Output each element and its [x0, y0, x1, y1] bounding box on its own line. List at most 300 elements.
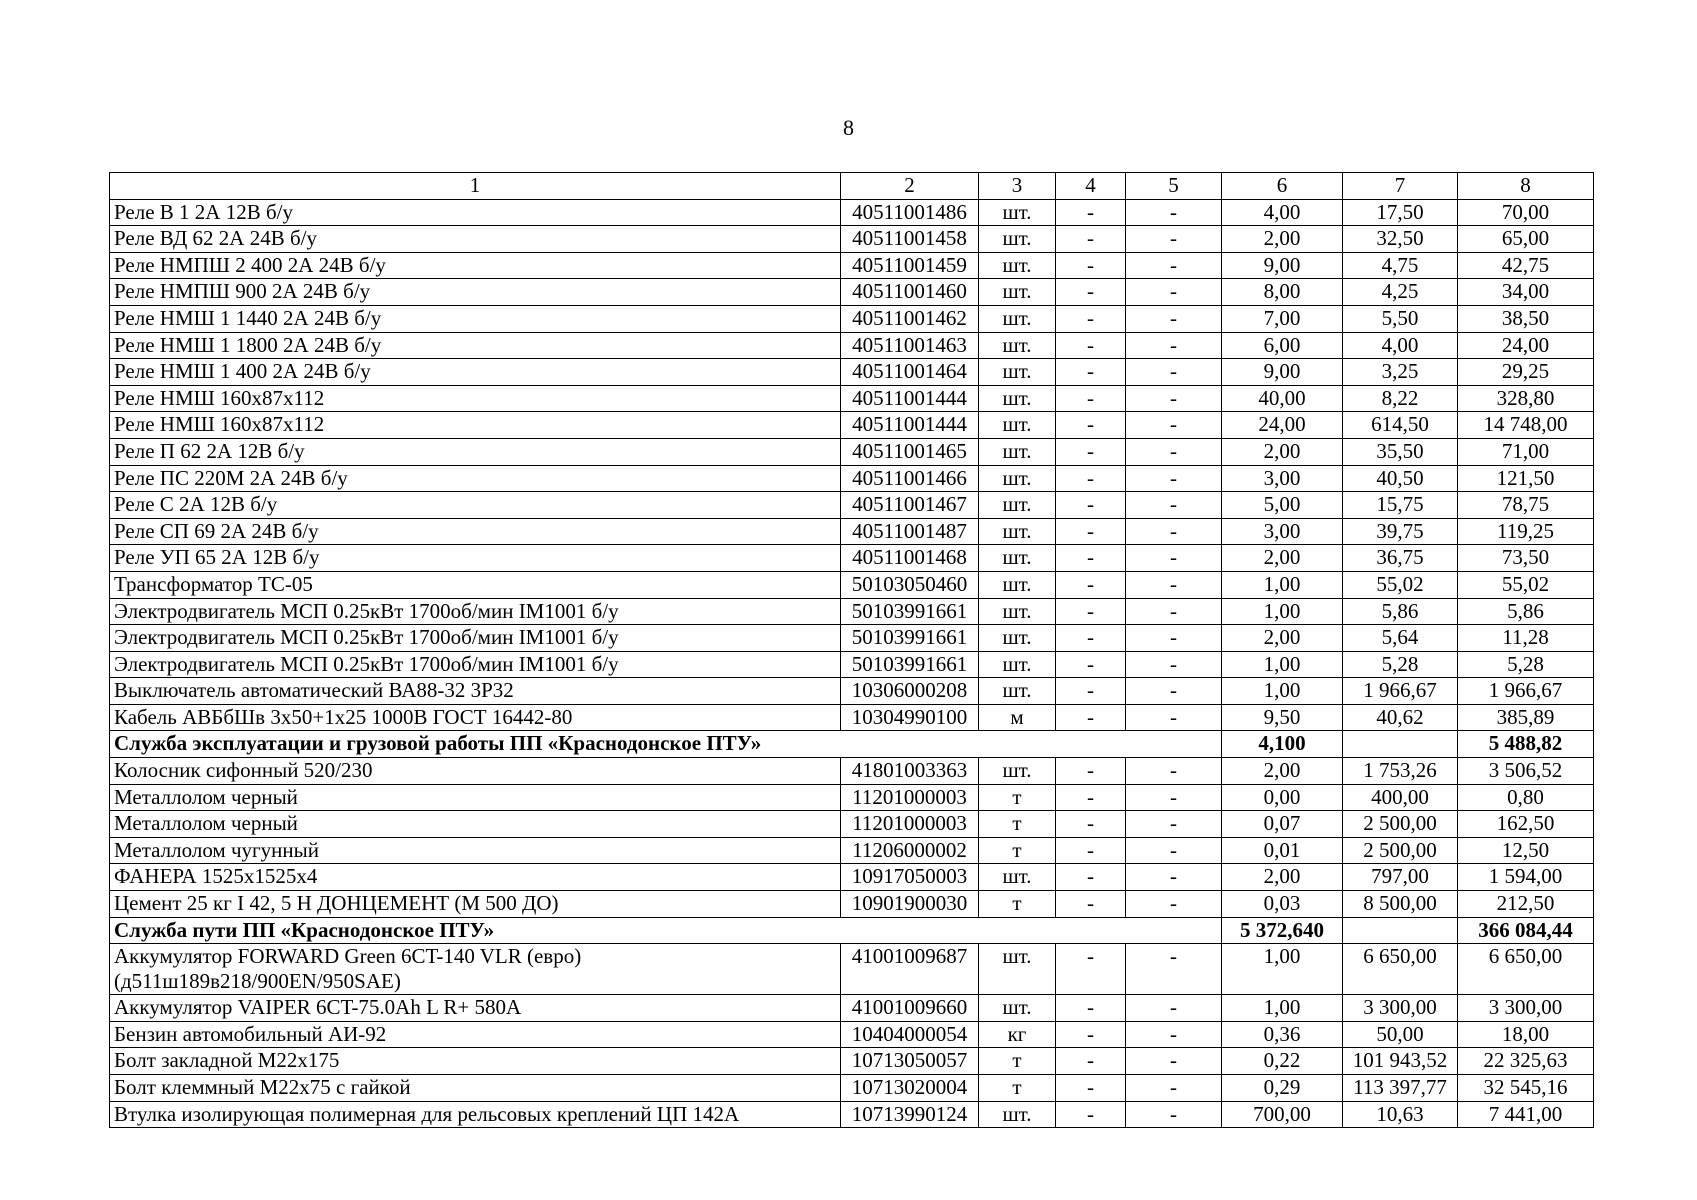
- item-price: 2 500,00: [1343, 811, 1458, 838]
- item-code: 40511001460: [841, 279, 979, 306]
- item-price: 40,50: [1343, 465, 1458, 492]
- item-unit: шт.: [979, 518, 1056, 545]
- item-code: 40511001466: [841, 465, 979, 492]
- item-code: 40511001487: [841, 518, 979, 545]
- item-price: 35,50: [1343, 438, 1458, 465]
- table-row: [110, 226, 1594, 253]
- table-row: [110, 864, 1594, 891]
- item-sum: 5,28: [1458, 651, 1594, 678]
- item-unit: шт.: [979, 412, 1056, 439]
- item-name: Реле НМШ 1 1800 2А 24В б/у: [110, 332, 841, 359]
- item-code: 40511001468: [841, 545, 979, 572]
- item-qty: 1,00: [1222, 678, 1343, 705]
- item-name: Реле НМПШ 2 400 2А 24В б/у: [110, 252, 841, 279]
- item-col5: -: [1126, 995, 1222, 1022]
- item-name: Втулка изолирующая полимерная для рельсовых креплений ЦП 142А: [110, 1101, 841, 1128]
- table-row: [110, 199, 1594, 226]
- table-row: [110, 678, 1594, 705]
- item-col4: -: [1056, 995, 1126, 1022]
- item-price: 5,50: [1343, 305, 1458, 332]
- table-row: [110, 359, 1594, 386]
- item-sum: 73,50: [1458, 545, 1594, 572]
- item-qty: 3,00: [1222, 465, 1343, 492]
- item-col5: -: [1126, 199, 1222, 226]
- item-price: 8 500,00: [1343, 891, 1458, 918]
- item-col5: -: [1126, 864, 1222, 891]
- item-sum: 32 545,16: [1458, 1075, 1594, 1102]
- item-unit: шт.: [979, 864, 1056, 891]
- item-qty: 1,00: [1222, 651, 1343, 678]
- item-price: 15,75: [1343, 492, 1458, 519]
- item-code: 40511001459: [841, 252, 979, 279]
- item-sum: 328,80: [1458, 385, 1594, 412]
- table-row: [110, 891, 1594, 918]
- item-name: Реле УП 65 2А 12В б/у: [110, 545, 841, 572]
- item-sum: 162,50: [1458, 811, 1594, 838]
- item-qty: 0,36: [1222, 1021, 1343, 1048]
- section-price: [1343, 731, 1458, 758]
- section-sum-total: 5 488,82: [1458, 731, 1594, 758]
- item-price: 39,75: [1343, 518, 1458, 545]
- item-col4: -: [1056, 252, 1126, 279]
- item-sum: 71,00: [1458, 438, 1594, 465]
- item-price: 113 397,77: [1343, 1075, 1458, 1102]
- column-header: 2: [841, 173, 979, 200]
- item-sum: 24,00: [1458, 332, 1594, 359]
- item-col5: -: [1126, 226, 1222, 253]
- item-price: 55,02: [1343, 571, 1458, 598]
- table-row: [110, 598, 1594, 625]
- item-col4: -: [1056, 1075, 1126, 1102]
- item-unit: шт.: [979, 252, 1056, 279]
- item-qty: 4,00: [1222, 199, 1343, 226]
- item-qty: 24,00: [1222, 412, 1343, 439]
- item-sum: 119,25: [1458, 518, 1594, 545]
- item-col5: -: [1126, 252, 1222, 279]
- item-sum: 3 300,00: [1458, 995, 1594, 1022]
- item-col5: -: [1126, 545, 1222, 572]
- item-qty: 9,50: [1222, 704, 1343, 731]
- item-unit: т: [979, 1075, 1056, 1102]
- table-row: [110, 385, 1594, 412]
- item-code: 50103991661: [841, 598, 979, 625]
- item-sum: 6 650,00: [1458, 944, 1594, 995]
- item-price: 2 500,00: [1343, 837, 1458, 864]
- section-price: [1343, 917, 1458, 944]
- item-code: 40511001486: [841, 199, 979, 226]
- item-unit: шт.: [979, 625, 1056, 652]
- table-row: [110, 305, 1594, 332]
- table-row: [110, 944, 1594, 995]
- item-col4: -: [1056, 438, 1126, 465]
- item-sum: 385,89: [1458, 704, 1594, 731]
- item-code: 10901900030: [841, 891, 979, 918]
- item-col5: -: [1126, 837, 1222, 864]
- item-unit: т: [979, 837, 1056, 864]
- item-col5: -: [1126, 279, 1222, 306]
- item-col5: -: [1126, 359, 1222, 386]
- section-sum-total: 366 084,44: [1458, 917, 1594, 944]
- item-col5: -: [1126, 1075, 1222, 1102]
- column-header: 5: [1126, 173, 1222, 200]
- item-col4: -: [1056, 385, 1126, 412]
- item-col4: -: [1056, 571, 1126, 598]
- item-qty: 9,00: [1222, 359, 1343, 386]
- item-unit: шт.: [979, 492, 1056, 519]
- item-name: Аккумулятор VAIPER 6CT-75.0Ah L R+ 580A: [110, 995, 841, 1022]
- column-header: 3: [979, 173, 1056, 200]
- item-qty: 2,00: [1222, 758, 1343, 785]
- item-col4: -: [1056, 545, 1126, 572]
- item-sum: 14 748,00: [1458, 412, 1594, 439]
- item-col5: -: [1126, 412, 1222, 439]
- item-sum: 0,80: [1458, 784, 1594, 811]
- column-header: 8: [1458, 173, 1594, 200]
- item-price: 3 300,00: [1343, 995, 1458, 1022]
- item-name: Реле НМШ 160х87х112: [110, 385, 841, 412]
- item-col4: -: [1056, 598, 1126, 625]
- item-code: 10404000054: [841, 1021, 979, 1048]
- item-name: Реле НМШ 1 400 2А 24В б/у: [110, 359, 841, 386]
- table-row: [110, 1021, 1594, 1048]
- item-col4: -: [1056, 811, 1126, 838]
- item-qty: 0,00: [1222, 784, 1343, 811]
- item-unit: т: [979, 784, 1056, 811]
- item-code: 41001009687: [841, 944, 979, 995]
- item-name: Металлолом черный: [110, 784, 841, 811]
- table-row: [110, 651, 1594, 678]
- item-col4: -: [1056, 837, 1126, 864]
- table-row: [110, 571, 1594, 598]
- item-code: 50103991661: [841, 651, 979, 678]
- item-col4: -: [1056, 1101, 1126, 1128]
- item-code: 40511001462: [841, 305, 979, 332]
- item-col5: -: [1126, 571, 1222, 598]
- item-sum: 3 506,52: [1458, 758, 1594, 785]
- item-col5: -: [1126, 465, 1222, 492]
- section-title: Служба пути ПП «Краснодонское ПТУ»: [110, 917, 1222, 944]
- item-price: 1 966,67: [1343, 678, 1458, 705]
- item-name: Реле СП 69 2А 24В б/у: [110, 518, 841, 545]
- item-sum: 11,28: [1458, 625, 1594, 652]
- item-col5: -: [1126, 1048, 1222, 1075]
- item-sum: 42,75: [1458, 252, 1594, 279]
- item-qty: 1,00: [1222, 598, 1343, 625]
- item-name: Электродвигатель МСП 0.25кВт 1700об/мин IM1001 б/у: [110, 625, 841, 652]
- item-name: Аккумулятор FORWARD Green 6CT-140 VLR (евро) (д511ш189в218/900EN/950SAE): [110, 944, 841, 995]
- item-qty: 2,00: [1222, 226, 1343, 253]
- item-name: ФАНЕРА 1525х1525х4: [110, 864, 841, 891]
- item-col4: -: [1056, 625, 1126, 652]
- item-col5: -: [1126, 625, 1222, 652]
- item-col5: -: [1126, 332, 1222, 359]
- item-sum: 212,50: [1458, 891, 1594, 918]
- item-unit: м: [979, 704, 1056, 731]
- item-price: 5,28: [1343, 651, 1458, 678]
- item-col5: -: [1126, 305, 1222, 332]
- item-col5: -: [1126, 651, 1222, 678]
- item-price: 40,62: [1343, 704, 1458, 731]
- table-row: [110, 995, 1594, 1022]
- item-code: 40511001467: [841, 492, 979, 519]
- item-name: Реле С 2А 12В б/у: [110, 492, 841, 519]
- item-price: 4,75: [1343, 252, 1458, 279]
- item-name: Реле НМШ 160х87х112: [110, 412, 841, 439]
- item-price: 5,64: [1343, 625, 1458, 652]
- item-price: 4,00: [1343, 332, 1458, 359]
- item-price: 10,63: [1343, 1101, 1458, 1128]
- section-title: Служба эксплуатации и грузовой работы ПП «Краснодонское ПТУ»: [110, 731, 1222, 758]
- item-price: 6 650,00: [1343, 944, 1458, 995]
- item-name: Трансформатор ТС-05: [110, 571, 841, 598]
- item-code: 41801003363: [841, 758, 979, 785]
- item-name: Реле П 62 2А 12В б/у: [110, 438, 841, 465]
- table-row: [110, 1075, 1594, 1102]
- item-name: Болт клеммный М22х75 с гайкой: [110, 1075, 841, 1102]
- item-qty: 6,00: [1222, 332, 1343, 359]
- item-unit: шт.: [979, 465, 1056, 492]
- item-sum: 7 441,00: [1458, 1101, 1594, 1128]
- table-row: [110, 279, 1594, 306]
- item-code: 10304990100: [841, 704, 979, 731]
- item-qty: 7,00: [1222, 305, 1343, 332]
- item-unit: шт.: [979, 199, 1056, 226]
- item-col4: -: [1056, 678, 1126, 705]
- item-unit: шт.: [979, 545, 1056, 572]
- item-col4: -: [1056, 651, 1126, 678]
- item-price: 3,25: [1343, 359, 1458, 386]
- item-code: 10917050003: [841, 864, 979, 891]
- item-col4: -: [1056, 944, 1126, 995]
- table-row: [110, 784, 1594, 811]
- item-qty: 0,03: [1222, 891, 1343, 918]
- item-name: Реле НМПШ 900 2А 24В б/у: [110, 279, 841, 306]
- item-sum: 12,50: [1458, 837, 1594, 864]
- item-code: 40511001444: [841, 385, 979, 412]
- table-row: [110, 252, 1594, 279]
- item-col5: -: [1126, 1101, 1222, 1128]
- item-qty: 5,00: [1222, 492, 1343, 519]
- table-row: [110, 625, 1594, 652]
- item-price: 36,75: [1343, 545, 1458, 572]
- item-price: 101 943,52: [1343, 1048, 1458, 1075]
- item-qty: 0,01: [1222, 837, 1343, 864]
- item-name: Реле НМШ 1 1440 2А 24В б/у: [110, 305, 841, 332]
- section-qty-total: 5 372,640: [1222, 917, 1343, 944]
- item-sum: 1 594,00: [1458, 864, 1594, 891]
- item-col4: -: [1056, 891, 1126, 918]
- item-col4: -: [1056, 359, 1126, 386]
- section-row: [110, 917, 1594, 944]
- table-row: [110, 332, 1594, 359]
- inventory-table: [109, 172, 1594, 1128]
- item-sum: 38,50: [1458, 305, 1594, 332]
- item-price: 614,50: [1343, 412, 1458, 439]
- item-code: 10713990124: [841, 1101, 979, 1128]
- item-unit: шт.: [979, 758, 1056, 785]
- item-col5: -: [1126, 438, 1222, 465]
- item-sum: 1 966,67: [1458, 678, 1594, 705]
- item-sum: 78,75: [1458, 492, 1594, 519]
- item-col4: -: [1056, 758, 1126, 785]
- column-number-row: [110, 173, 1594, 200]
- item-sum: 18,00: [1458, 1021, 1594, 1048]
- item-code: 11206000002: [841, 837, 979, 864]
- item-qty: 2,00: [1222, 864, 1343, 891]
- item-unit: т: [979, 891, 1056, 918]
- item-col4: -: [1056, 518, 1126, 545]
- item-col5: -: [1126, 784, 1222, 811]
- item-code: 11201000003: [841, 811, 979, 838]
- table-row: [110, 758, 1594, 785]
- item-col5: -: [1126, 678, 1222, 705]
- item-price: 400,00: [1343, 784, 1458, 811]
- item-col4: -: [1056, 279, 1126, 306]
- item-name: Реле ВД 62 2А 24В б/у: [110, 226, 841, 253]
- item-col4: -: [1056, 226, 1126, 253]
- item-code: 40511001464: [841, 359, 979, 386]
- item-col5: -: [1126, 758, 1222, 785]
- item-unit: шт.: [979, 226, 1056, 253]
- column-header: 1: [110, 173, 841, 200]
- item-unit: шт.: [979, 598, 1056, 625]
- item-code: 40511001465: [841, 438, 979, 465]
- item-name: Кабель АВБбШв 3х50+1х25 1000В ГОСТ 16442-80: [110, 704, 841, 731]
- page-number: 8: [843, 115, 854, 140]
- item-name: Болт закладной М22х175: [110, 1048, 841, 1075]
- item-unit: шт.: [979, 1101, 1056, 1128]
- table-row: [110, 704, 1594, 731]
- column-header: 6: [1222, 173, 1343, 200]
- item-price: 8,22: [1343, 385, 1458, 412]
- item-qty: 40,00: [1222, 385, 1343, 412]
- item-name: Цемент 25 кг I 42, 5 Н ДОНЦЕМЕНТ (М 500 ДО): [110, 891, 841, 918]
- item-sum: 65,00: [1458, 226, 1594, 253]
- item-price: 17,50: [1343, 199, 1458, 226]
- table-row: [110, 438, 1594, 465]
- item-unit: т: [979, 811, 1056, 838]
- item-unit: шт.: [979, 995, 1056, 1022]
- item-unit: шт.: [979, 359, 1056, 386]
- item-qty: 0,22: [1222, 1048, 1343, 1075]
- item-col5: -: [1126, 518, 1222, 545]
- table-row: [110, 1101, 1594, 1128]
- table-row: [110, 545, 1594, 572]
- item-qty: 1,00: [1222, 571, 1343, 598]
- item-col4: -: [1056, 199, 1126, 226]
- item-price: 797,00: [1343, 864, 1458, 891]
- table-row: [110, 492, 1594, 519]
- table-row: [110, 837, 1594, 864]
- item-col5: -: [1126, 1021, 1222, 1048]
- table-row: [110, 518, 1594, 545]
- item-code: 10713020004: [841, 1075, 979, 1102]
- item-qty: 2,00: [1222, 438, 1343, 465]
- item-name: Электродвигатель МСП 0.25кВт 1700об/мин IM1001 б/у: [110, 598, 841, 625]
- item-code: 40511001458: [841, 226, 979, 253]
- item-code: 40511001444: [841, 412, 979, 439]
- item-unit: шт.: [979, 332, 1056, 359]
- item-sum: 34,00: [1458, 279, 1594, 306]
- column-header: 7: [1343, 173, 1458, 200]
- item-qty: 2,00: [1222, 545, 1343, 572]
- item-sum: 70,00: [1458, 199, 1594, 226]
- item-name: Металлолом черный: [110, 811, 841, 838]
- item-unit: шт.: [979, 438, 1056, 465]
- item-sum: 29,25: [1458, 359, 1594, 386]
- table-row: [110, 465, 1594, 492]
- item-col4: -: [1056, 784, 1126, 811]
- item-code: 50103991661: [841, 625, 979, 652]
- section-qty-total: 4,100: [1222, 731, 1343, 758]
- item-unit: т: [979, 1048, 1056, 1075]
- item-col4: -: [1056, 704, 1126, 731]
- item-col5: -: [1126, 811, 1222, 838]
- item-price: 5,86: [1343, 598, 1458, 625]
- item-col4: -: [1056, 332, 1126, 359]
- item-col5: -: [1126, 385, 1222, 412]
- item-col5: -: [1126, 944, 1222, 995]
- item-qty: 3,00: [1222, 518, 1343, 545]
- table-row: [110, 412, 1594, 439]
- item-name: Колосник сифонный 520/230: [110, 758, 841, 785]
- item-name: Металлолом чугунный: [110, 837, 841, 864]
- item-qty: 2,00: [1222, 625, 1343, 652]
- item-qty: 0,07: [1222, 811, 1343, 838]
- item-sum: 5,86: [1458, 598, 1594, 625]
- item-col5: -: [1126, 704, 1222, 731]
- item-qty: 1,00: [1222, 944, 1343, 995]
- item-code: 40511001463: [841, 332, 979, 359]
- item-code: 41001009660: [841, 995, 979, 1022]
- item-unit: шт.: [979, 305, 1056, 332]
- item-col4: -: [1056, 465, 1126, 492]
- item-col4: -: [1056, 1048, 1126, 1075]
- item-col4: -: [1056, 864, 1126, 891]
- item-name: Бензин автомобильный АИ-92: [110, 1021, 841, 1048]
- item-qty: 1,00: [1222, 995, 1343, 1022]
- item-unit: шт.: [979, 678, 1056, 705]
- item-name: Реле ПС 220М 2А 24В б/у: [110, 465, 841, 492]
- item-unit: кг: [979, 1021, 1056, 1048]
- item-col5: -: [1126, 598, 1222, 625]
- item-code: 10306000208: [841, 678, 979, 705]
- section-row: [110, 731, 1594, 758]
- item-name: Электродвигатель МСП 0.25кВт 1700об/мин IM1001 б/у: [110, 651, 841, 678]
- item-qty: 9,00: [1222, 252, 1343, 279]
- item-name: Реле В 1 2А 12В б/у: [110, 199, 841, 226]
- table-row: [110, 811, 1594, 838]
- item-sum: 22 325,63: [1458, 1048, 1594, 1075]
- item-unit: шт.: [979, 944, 1056, 995]
- table-row: [110, 1048, 1594, 1075]
- item-name: Выключатель автоматический ВА88-32 3Р32: [110, 678, 841, 705]
- item-code: 50103050460: [841, 571, 979, 598]
- item-unit: шт.: [979, 571, 1056, 598]
- column-header: 4: [1056, 173, 1126, 200]
- item-col5: -: [1126, 891, 1222, 918]
- item-qty: 8,00: [1222, 279, 1343, 306]
- item-unit: шт.: [979, 279, 1056, 306]
- item-price: 1 753,26: [1343, 758, 1458, 785]
- item-unit: шт.: [979, 651, 1056, 678]
- item-code: 10713050057: [841, 1048, 979, 1075]
- item-unit: шт.: [979, 385, 1056, 412]
- item-price: 4,25: [1343, 279, 1458, 306]
- item-col5: -: [1126, 492, 1222, 519]
- item-qty: 0,29: [1222, 1075, 1343, 1102]
- item-col4: -: [1056, 492, 1126, 519]
